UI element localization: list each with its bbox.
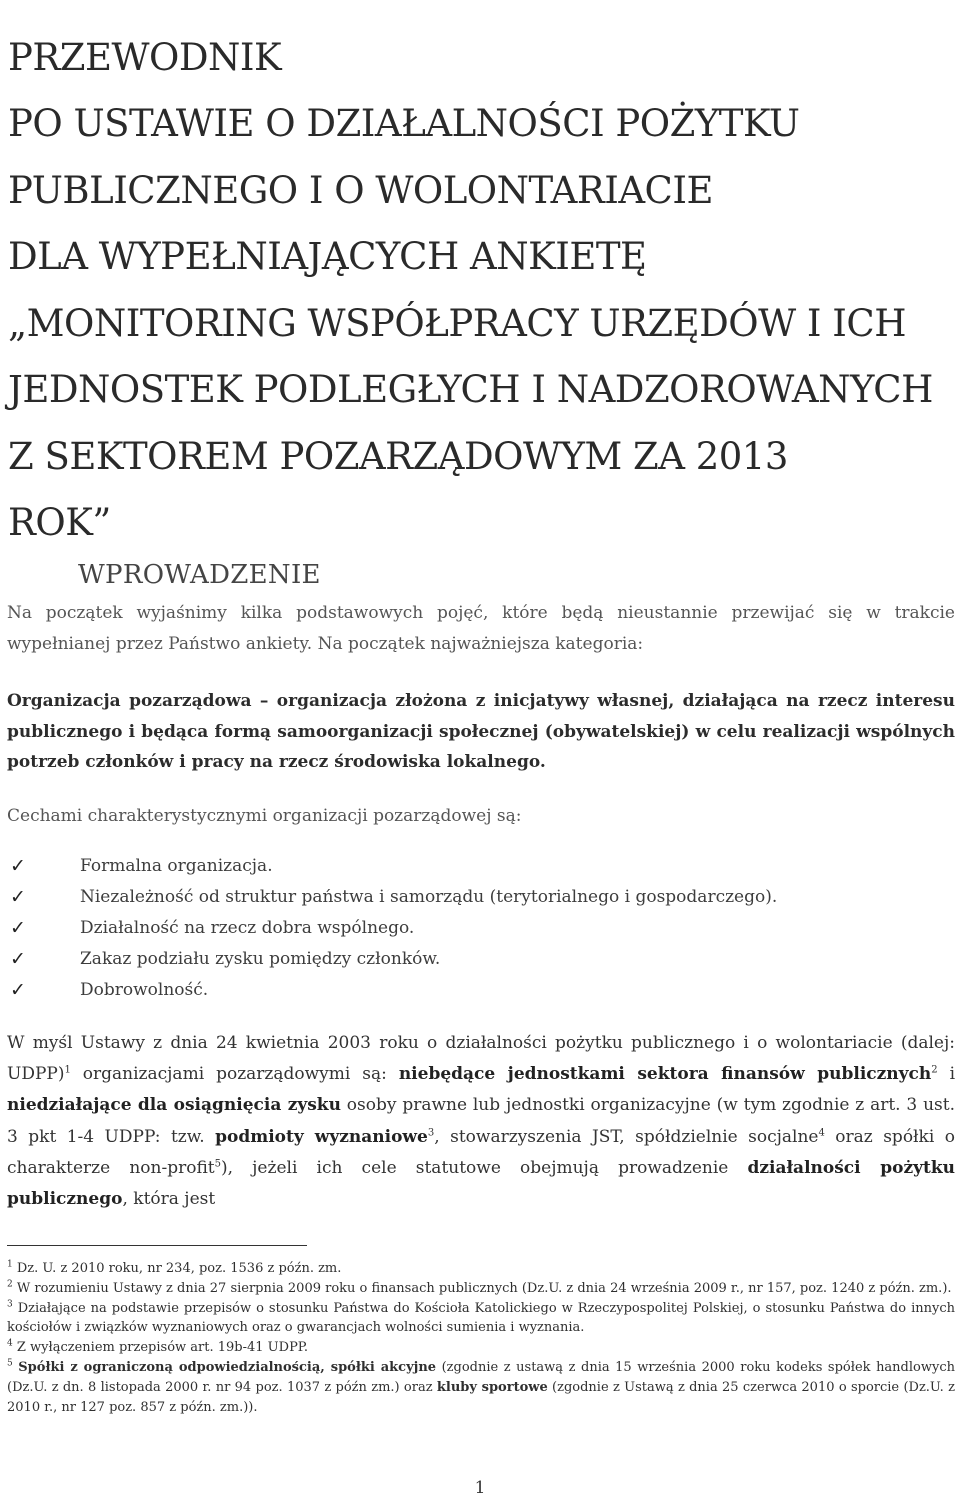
footnote-ref[interactable]: 5 [214, 1158, 221, 1170]
text-segment: osoby prawne lub jednostki organizacyjne (w tym zgodnie z art. 3 ust. 3 pkt 1-4 UDPP: tzw. [7, 1095, 955, 1147]
title-line: DLA WYPEŁNIAJĄCYCH ANKIETĘ [8, 235, 647, 279]
footnote [7, 1259, 955, 1279]
footnote-number: 2 [7, 1279, 13, 1290]
intro-paragraph: Na początek wyjaśnimy kilka podstawowych pojęć, które będą nieustannie przewijać się w trakcie wypełnianej przez Państwo ankiety. Na początek najważniejsza kategoria: [7, 603, 955, 654]
footnote-number: 3 [7, 1299, 13, 1310]
list-item-text: Dobrowolność. [80, 980, 209, 1000]
checkmark-icon: ✓ [10, 917, 26, 939]
list-item [7, 851, 955, 882]
text-segment: W myśl Ustawy z dnia 24 kwietnia 2003 roku o działalności pożytku publicznego i o wolontariacie (dalej: UDPP) [7, 1033, 955, 1085]
text-segment: , stowarzyszenia JST, spółdzielnie socjalne [434, 1126, 819, 1147]
footnote [7, 1338, 955, 1358]
list-item-text: Formalna organizacja. [80, 856, 273, 876]
footnote-text: (zgodnie z ustawą z dnia 15 września 2000 roku kodeks spółek handlowych (Dz.U. z dn. 8 listopada 2000 r. nr 94 poz. 1037 z późn zm.) oraz [7, 1359, 955, 1395]
main-paragraph [7, 1028, 955, 1215]
title-line: PRZEWODNIK [8, 35, 282, 79]
footnote-text: W rozumieniu Ustawy z dnia 27 sierpnia 2009 roku o finansach publicznych (Dz.U. z dnia 24 września 2009 r., nr 157, poz. 1240 z późn. zm.). [16, 1280, 952, 1296]
title-line: PUBLICZNEGO I O WOLONTARIACIE [8, 168, 713, 212]
footnote [7, 1299, 955, 1339]
footnote-number: 4 [7, 1338, 13, 1349]
section-heading: WPROWADZENIE [78, 560, 321, 590]
footnotes [7, 1259, 955, 1417]
list-item [7, 944, 955, 975]
footnote [7, 1358, 955, 1417]
text-segment: , która jest [122, 1189, 216, 1210]
footnote-emphasis: Spółki z ograniczoną odpowiedzialnością, spółki akcyjne [18, 1359, 437, 1375]
footnote-emphasis: kluby sportowe [436, 1379, 548, 1395]
text-segment: i [937, 1064, 956, 1085]
emphasis-text: działalności pożytku publicznego [7, 1157, 955, 1210]
footnote-text: Z wyłączeniem przepisów art. 19b-41 UDPP. [16, 1340, 309, 1356]
checkmark-icon: ✓ [10, 855, 26, 877]
text-segment: organizacjami pozarządowymi są: [70, 1064, 399, 1085]
features-label: Cechami charakterystycznymi organizacji pozarządowej są: [7, 806, 522, 826]
list-item [7, 975, 955, 1006]
footnote-text: Dz. U. z 2010 roku, nr 234, poz. 1536 z późn. zm. [16, 1261, 342, 1276]
title-line: PO USTAWIE O DZIAŁALNOŚCI POŻYTKU [8, 102, 800, 146]
list-item [7, 882, 955, 913]
footnote-ref[interactable]: 4 [818, 1126, 825, 1138]
title-line: JEDNOSTEK PODLEGŁYCH I NADZOROWANYCH [8, 368, 933, 412]
list-item-text: Niezależność od struktur państwa i samorządu (terytorialnego i gospodarczego). [80, 887, 778, 907]
checkmark-icon: ✓ [10, 948, 26, 970]
checkmark-icon: ✓ [10, 979, 26, 1001]
footnote-number: 1 [7, 1259, 13, 1270]
footnote-number: 5 [7, 1358, 13, 1369]
text-segment: ), jeżeli ich cele statutowe obejmują prowadzenie [221, 1157, 748, 1178]
checkmark-icon: ✓ [10, 886, 26, 908]
footnote-divider [7, 1245, 307, 1246]
title-line: Z SEKTOREM POZARZĄDOWYM ZA 2013 [8, 434, 788, 478]
features-checklist [7, 851, 955, 1006]
list-item-text: Zakaz podziału zysku pomiędzy członków. [80, 949, 441, 969]
text-segment: oraz spółki o charakterze non-profit [7, 1126, 955, 1178]
list-item-text: Działalność na rzecz dobra wspólnego. [80, 918, 415, 938]
title-line: ROK” [8, 501, 111, 545]
emphasis-text: niedziałające dla osiągnięcia zysku [7, 1095, 341, 1116]
footnote-text: (zgodnie z Ustawą z dnia 25 czerwca 2010 o sporcie (Dz.U. z 2010 r., nr 127 poz. 857 z późn. zm.)). [7, 1379, 955, 1415]
document-title [8, 25, 953, 557]
emphasis-text: podmioty wyznaniowe [215, 1126, 428, 1147]
list-item [7, 913, 955, 944]
title-line: „MONITORING WSPÓŁPRACY URZĘDÓW I ICH [8, 301, 907, 345]
footnote-text: Działające na podstawie przepisów o stosunku Państwa do Kościoła Katolickiego w Rzeczypospolitej Polskiej, o stosunku Państwa do innych kościołów i związków wyznaniowych oraz o gwarancjach wolności sumienia i wyznania. [7, 1300, 955, 1336]
emphasis-text: niebędące jednostkami sektora finansów publicznych [398, 1064, 932, 1085]
footnote [7, 1279, 955, 1299]
footnote-ref[interactable]: 2 [931, 1064, 938, 1076]
definition-paragraph: Organizacja pozarządowa – organizacja złożona z inicjatywy własnej, działająca na rzecz interesu publicznego i będąca formą samoorganizacji społecznej (obywatelskiej) w celu realizacji wspólnych potrzeb członków i pracy na rzecz środowiska lokalnego. [7, 691, 955, 772]
page-number: 1 [474, 1478, 486, 1498]
footnote-ref[interactable]: 1 [64, 1064, 71, 1076]
footnote-ref[interactable]: 3 [427, 1126, 435, 1138]
